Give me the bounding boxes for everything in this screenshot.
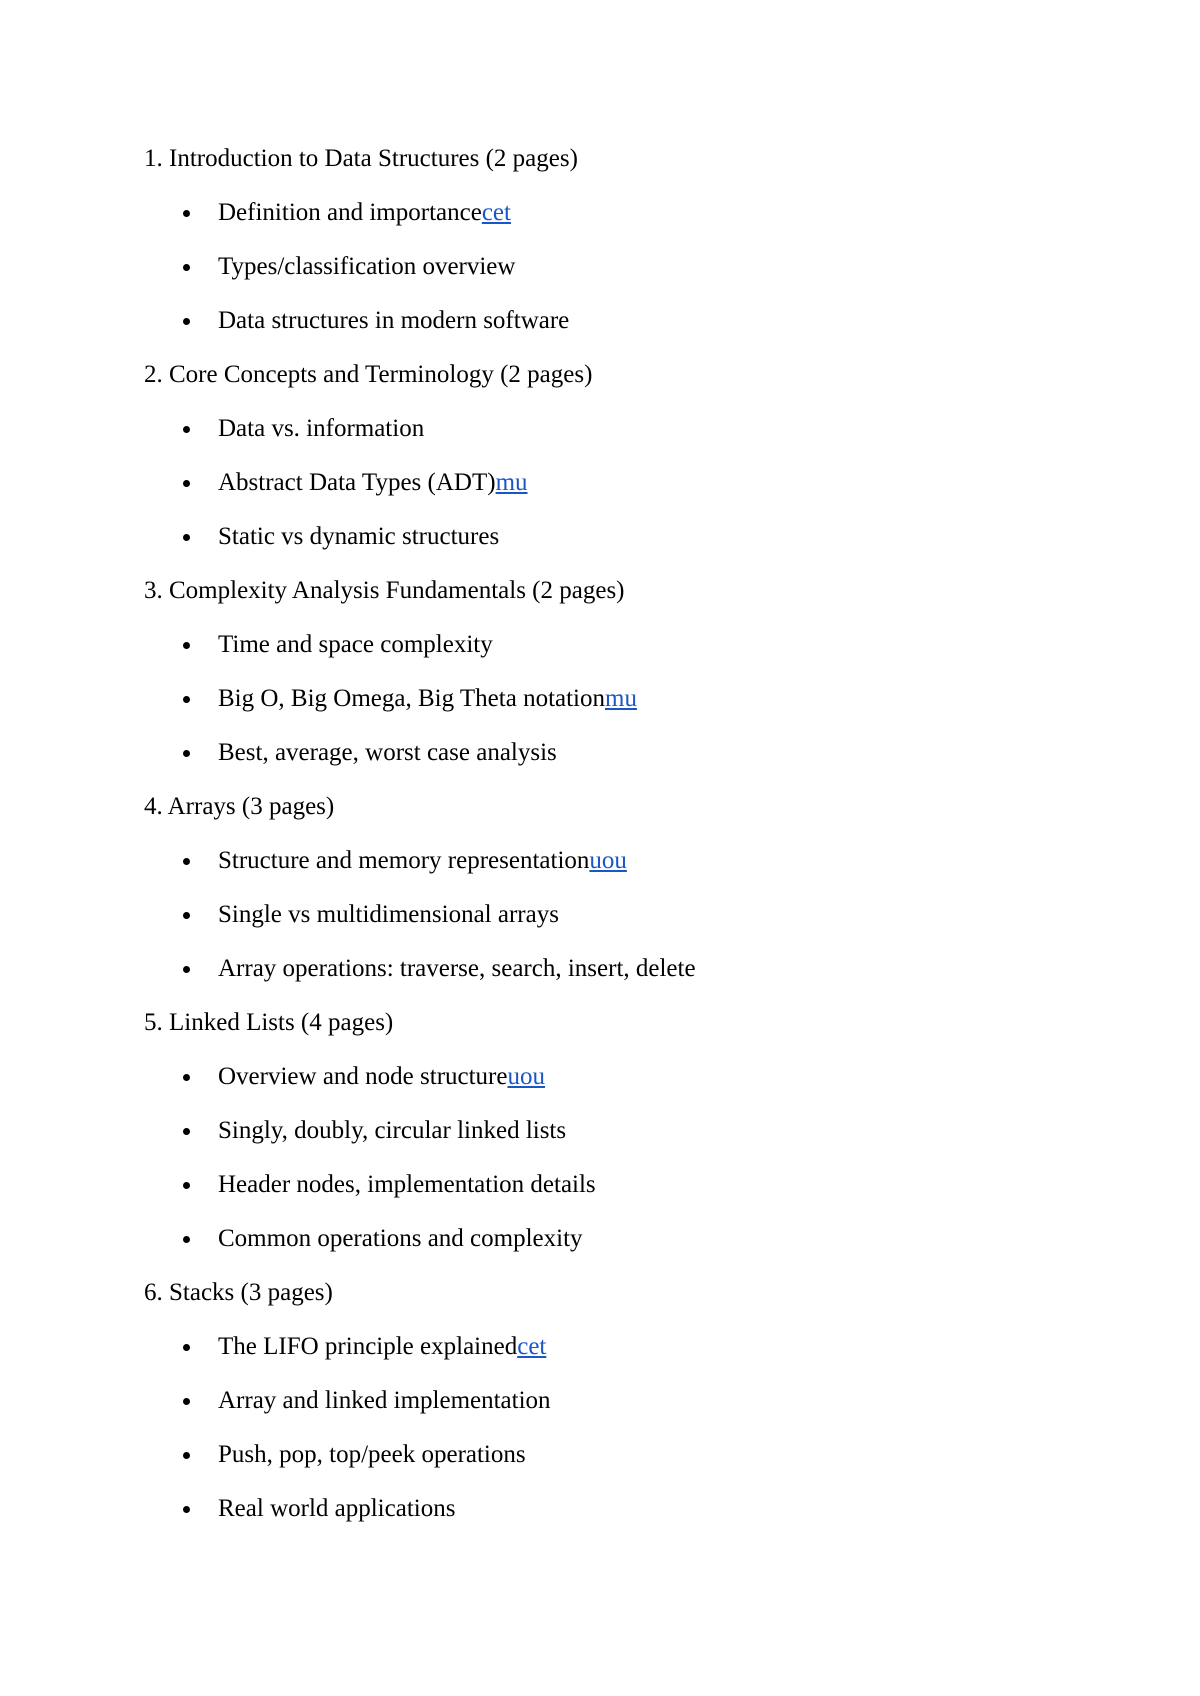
bullet-text: Definition and importance: [218, 199, 482, 226]
bullet-text: Single vs multidimensional arrays: [218, 901, 559, 928]
bullet-text: Best, average, worst case analysis: [218, 739, 557, 766]
bullet-item: [144, 1494, 1144, 1548]
bullet-item: [144, 738, 1144, 792]
bullet-text: Types/classification overview: [218, 253, 516, 280]
bullet-item: [144, 1062, 1144, 1116]
bullet-dot-icon: [183, 858, 190, 865]
bullet-text: Singly, doubly, circular linked lists: [218, 1117, 567, 1144]
bullet-text: Data structures in modern software: [218, 307, 570, 334]
inline-link[interactable]: cet: [517, 1333, 547, 1360]
bullet-dot-icon: [183, 264, 190, 271]
bullet-item: [144, 1386, 1144, 1440]
bullet-dot-icon: [183, 534, 190, 541]
section-heading: 6. Stacks (3 pages): [144, 1279, 333, 1306]
bullet-dot-icon: [183, 1074, 190, 1081]
bullet-dot-icon: [183, 318, 190, 325]
bullet-dot-icon: [183, 1344, 190, 1351]
bullet-dot-icon: [183, 1182, 190, 1189]
bullet-item: [144, 954, 1144, 1008]
bullet-dot-icon: [183, 210, 190, 217]
bullet-dot-icon: [183, 750, 190, 757]
section-heading: 4. Arrays (3 pages): [144, 793, 335, 820]
bullet-item: [144, 1224, 1144, 1278]
bullet-text: Header nodes, implementation details: [218, 1171, 596, 1198]
bullet-text: Structure and memory representation: [218, 847, 590, 874]
bullet-text: Data vs. information: [218, 415, 425, 442]
bullet-dot-icon: [183, 912, 190, 919]
inline-link[interactable]: uou: [507, 1063, 545, 1090]
section-heading: 1. Introduction to Data Structures (2 pages): [144, 145, 578, 172]
bullet-dot-icon: [183, 1452, 190, 1459]
bullet-item: [144, 306, 1144, 360]
bullet-dot-icon: [183, 642, 190, 649]
section-heading: 5. Linked Lists (4 pages): [144, 1009, 394, 1036]
bullet-text: Static vs dynamic structures: [218, 523, 500, 550]
inline-link[interactable]: cet: [481, 199, 511, 226]
bullet-item: [144, 1332, 1144, 1386]
bullet-item: [144, 198, 1144, 252]
bullet-text: Time and space complexity: [218, 631, 493, 658]
bullet-item: [144, 1170, 1144, 1224]
inline-link[interactable]: uou: [589, 847, 627, 874]
bullet-item: [144, 468, 1144, 522]
bullet-text: The LIFO principle explained: [218, 1333, 518, 1360]
bullet-dot-icon: [183, 480, 190, 487]
bullet-dot-icon: [183, 426, 190, 433]
bullet-item: [144, 252, 1144, 306]
bullet-dot-icon: [183, 1128, 190, 1135]
bullet-dot-icon: [183, 1398, 190, 1405]
section-heading: 3. Complexity Analysis Fundamentals (2 pages): [144, 577, 625, 604]
bullet-dot-icon: [183, 1236, 190, 1243]
bullet-text: Push, pop, top/peek operations: [218, 1441, 526, 1468]
inline-link[interactable]: mu: [495, 469, 528, 496]
bullet-item: [144, 630, 1144, 684]
bullet-dot-icon: [183, 696, 190, 703]
bullet-text: Big O, Big Omega, Big Theta notation: [218, 685, 605, 712]
inline-link[interactable]: mu: [605, 685, 637, 712]
bullet-item: [144, 900, 1144, 954]
bullet-item: [144, 522, 1144, 576]
bullet-item: [144, 684, 1144, 738]
bullet-item: [144, 1116, 1144, 1170]
bullet-text: Real world applications: [218, 1495, 456, 1522]
bullet-text: Array operations: traverse, search, insert, delete: [218, 955, 696, 982]
bullet-text: Common operations and complexity: [218, 1225, 583, 1252]
bullet-text: Abstract Data Types (ADT): [218, 469, 496, 496]
bullet-item: [144, 414, 1144, 468]
bullet-dot-icon: [183, 966, 190, 973]
bullet-dot-icon: [183, 1506, 190, 1513]
section-heading: 2. Core Concepts and Terminology (2 pages): [144, 361, 593, 388]
bullet-text: Overview and node structure: [218, 1063, 508, 1090]
bullet-item: [144, 1440, 1144, 1494]
course-outline: [144, 144, 1144, 1548]
bullet-item: [144, 846, 1144, 900]
bullet-text: Array and linked implementation: [218, 1387, 551, 1414]
